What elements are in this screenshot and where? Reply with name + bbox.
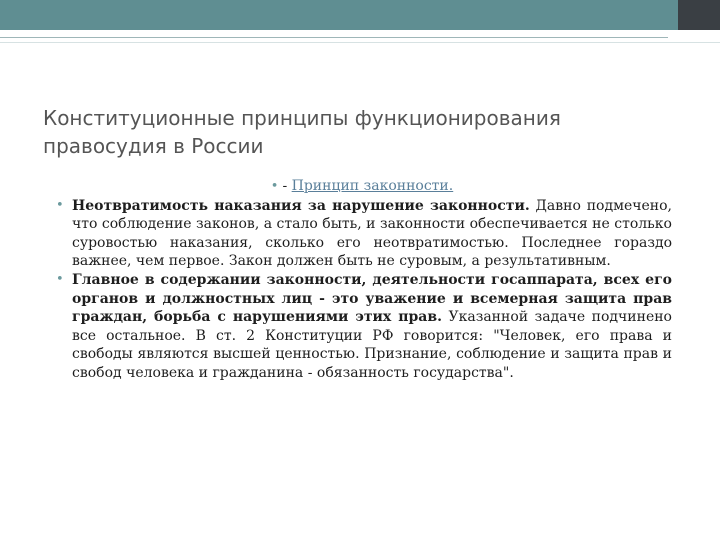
item-prefix: - — [282, 178, 292, 194]
header-dark-block — [678, 0, 720, 30]
header-rule — [0, 37, 668, 38]
bullet-icon: • — [56, 271, 64, 287]
item-bold-text: Главное в содержании законности, деятельности госаппарата, всех его органов и должностных лиц - это уважение и всемерная защита прав граждан, борьба с нарушениями этих прав. — [72, 271, 672, 326]
item-bold-text: Неотвратимость наказания за нарушение законности. — [72, 197, 530, 214]
list-item-rights — [52, 271, 672, 383]
slide-content — [52, 177, 672, 383]
item-body-text: Давно подмечено, что соблюдение законов, а стало быть, и законности обеспечивается не столько суровостью наказания, сколько его неотвратимостью. Последнее гораздо важнее, чем первое. Закон должен быть не суровым, а результативным. — [72, 197, 673, 270]
slide-title: Конституционные принципы функционирования правосудия в России — [43, 106, 561, 158]
principle-link[interactable]: Принцип законности. — [291, 178, 454, 194]
header-band — [0, 0, 720, 30]
list-item-inevitability — [52, 197, 672, 271]
header-rule-light — [0, 42, 720, 43]
list-item-principle — [52, 177, 672, 197]
item-body-text: Указанной задаче подчинено все остальное. В ст. 2 Конституции РФ говорится: "Человек, его права и свободы являются высшей ценностью. Признание, соблюдение и защита прав и свобод человека и гражданина - обязанность государства". — [72, 309, 672, 381]
bullet-icon: • — [56, 197, 64, 213]
bullet-icon: • — [270, 179, 279, 194]
